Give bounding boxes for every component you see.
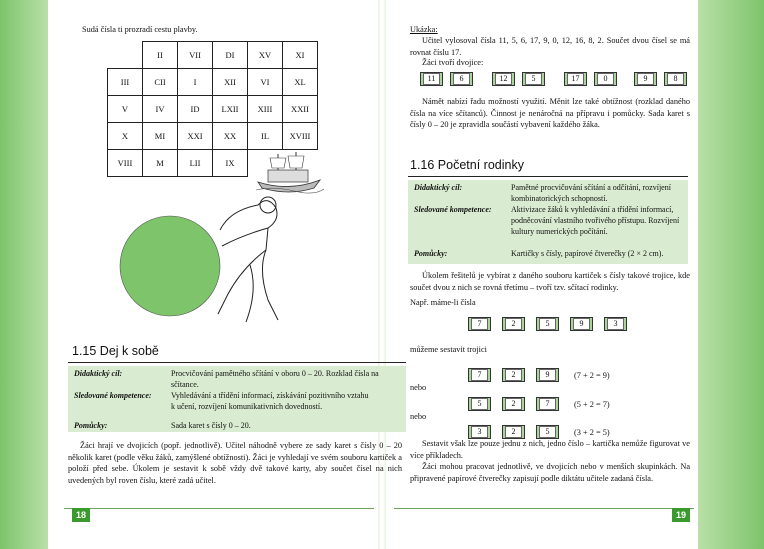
box-value-aids: Sada karet s čísly 0 – 20.	[171, 421, 251, 430]
number-card-value: 7	[471, 369, 488, 381]
number-card-value: 2	[505, 398, 522, 410]
box-label-aids: Pomůcky:	[74, 421, 108, 430]
closing-paragraph-2: Žáci mohou pracovat jednotlivě, ve dvojicích nebo v menších skupinkách. Na připravené papírové čtverečky zapisují podle diktátu učitele zadaná čísla.	[410, 462, 690, 483]
grid-row	[108, 69, 318, 96]
number-card	[492, 72, 515, 86]
grid-cell: X	[108, 123, 143, 150]
grid-cell: XIII	[248, 96, 283, 123]
number-card-value: 9	[573, 318, 590, 330]
number-card	[536, 368, 559, 382]
number-card	[536, 425, 559, 439]
number-card-value: 0	[597, 73, 614, 85]
info-box-1-15	[68, 366, 406, 432]
heading-rule-right	[408, 176, 688, 177]
left-margin-bar	[0, 0, 48, 549]
grid-intro: Sudá čísla ti prozradí cestu plavby.	[82, 25, 198, 34]
task-paragraph: Úkolem řešitelů je vybírat z daného souboru kartiček s čísly takové trojice, kde součet dvou z nich se rovná třetímu – tvoří tzv. sčítací rodinky.	[410, 271, 690, 292]
box-value-goal: Procvičování pamětného sčítání v oboru 0 – 20. Rozklad čísla na sčítance.	[171, 369, 379, 389]
number-card	[502, 368, 525, 382]
triple-formula: (7 + 2 = 9)	[574, 371, 610, 380]
number-card-value: 6	[453, 73, 470, 85]
box-value-competences: Aktivizace žáků k vyhledávání a třídění informací, podněcování vlastního tvořivého přístupu. Rozvíjení kultury numerických počítání.	[511, 205, 680, 236]
triple-formula: (3 + 2 = 5)	[574, 428, 610, 437]
number-card	[522, 72, 545, 86]
number-card	[502, 317, 525, 331]
paragraph-1-15: Žáci hrají ve dvojicích (popř. jednotlivě). Učitel náhodně vybere ze sady karet s čísly 0 – 20 několik karet (podle věku žáků, zamýšlené obtížnosti). Žáci je vyhledají ve svém souboru kartiček a položí před sebe. Úkolem je sestavit k sobě vždy dvě takové karty, aby součet čísel na nich uvedených byl roven číslu, které zadá učitel.	[68, 441, 402, 485]
grid-cell: XXI	[178, 123, 213, 150]
number-card	[502, 397, 525, 411]
number-card-value: 11	[423, 73, 440, 85]
footer-rule-right	[394, 508, 694, 509]
box-value-goal: Pamětné procvičování sčítání a odčítání, rozvíjení kombinatorických schopností.	[511, 183, 671, 203]
grid-cell: XX	[213, 123, 248, 150]
number-card-value: 7	[471, 318, 488, 330]
grid-cell: V	[108, 96, 143, 123]
pairs-intro: Žáci tvoří dvojice:	[422, 58, 484, 67]
grid-cell: VIII	[108, 150, 143, 177]
number-card-value: 2	[505, 369, 522, 381]
grid-cell: XII	[213, 69, 248, 96]
number-card-value: 17	[567, 73, 584, 85]
grid-cell: XI	[283, 42, 318, 69]
box-label-goal: Didaktický cíl:	[414, 183, 463, 192]
number-card-value: 7	[539, 398, 556, 410]
grid-cell: VI	[248, 69, 283, 96]
box-label-competences: Sledované kompetence:	[414, 205, 492, 214]
grid-cell: CII	[143, 69, 178, 96]
grid-row	[108, 42, 318, 69]
number-card-value: 9	[539, 369, 556, 381]
number-card	[564, 72, 587, 86]
box-label-goal: Didaktický cíl:	[74, 369, 123, 378]
grid-cell: III	[108, 69, 143, 96]
number-card	[468, 425, 491, 439]
section-heading-1-16: 1.16 Početní rodinky	[410, 158, 524, 172]
number-card	[536, 317, 559, 331]
page-number-right: 19	[672, 508, 690, 522]
grid-cell: DI	[213, 42, 248, 69]
number-card	[604, 317, 627, 331]
man-pushing-ball-illustration	[118, 190, 298, 335]
number-card-value: 12	[495, 73, 512, 85]
number-card	[468, 368, 491, 382]
grid-cell: MI	[143, 123, 178, 150]
or-text: nebo	[410, 412, 427, 421]
can-make-text: můžeme sestavit trojici	[410, 345, 487, 354]
page-number-left: 18	[72, 508, 90, 522]
number-card-value: 8	[667, 73, 684, 85]
info-box-1-16	[408, 180, 688, 264]
grid-cell: II	[143, 42, 178, 69]
number-card	[468, 317, 491, 331]
grid-cell: IL	[248, 123, 283, 150]
grid-cell: IX	[213, 150, 248, 177]
grid-cell: IV	[143, 96, 178, 123]
closing-paragraph-1: Sestavit však lze pouze jednu z nich, jedno číslo – kartička nemůže figurovat ve více příkladech.	[410, 439, 690, 460]
grid-cell: XL	[283, 69, 318, 96]
grid-cell: XV	[248, 42, 283, 69]
number-card	[450, 72, 473, 86]
number-card	[570, 317, 593, 331]
tip-paragraph: Námět nabízí řadu možností využití. Měnit lze také obtížnost (rozklad daného čísla na více sčítanců). Činnost je nenáročná na přípravu i pomůcky. Sada karet s čísly 0 – 20 je zpravidla součástí vybavení každého žáka.	[410, 97, 690, 130]
number-card	[664, 72, 687, 86]
number-card-value: 2	[505, 426, 522, 438]
right-page	[386, 0, 698, 549]
footer-rule-left	[64, 508, 374, 509]
number-card-value: 9	[637, 73, 654, 85]
right-margin-bar	[698, 0, 764, 549]
number-card	[536, 397, 559, 411]
number-card-value: 5	[539, 426, 556, 438]
number-card-value: 2	[505, 318, 522, 330]
section-heading-1-15: 1.15 Dej k sobě	[72, 344, 159, 358]
number-card	[468, 397, 491, 411]
number-card-value: 5	[539, 318, 556, 330]
ship-illustration	[254, 150, 324, 195]
number-card-value: 3	[471, 426, 488, 438]
box-label-aids: Pomůcky:	[414, 249, 448, 258]
example-title: Ukázka:	[410, 25, 438, 34]
heading-rule	[68, 362, 406, 363]
number-card	[594, 72, 617, 86]
grid-cell: VII	[178, 42, 213, 69]
box-value-aids: Kartičky s čísly, papírové čtverečky (2 × 2 cm).	[511, 249, 664, 258]
grid-cell: LII	[178, 150, 213, 177]
number-card-value: 3	[607, 318, 624, 330]
number-card-value: 5	[525, 73, 542, 85]
box-label-competences: Sledované kompetence:	[74, 391, 152, 400]
example2-text: Např. máme-li čísla	[410, 298, 476, 307]
triple-formula: (5 + 2 = 7)	[574, 400, 610, 409]
box-value-competences: Vyhledávání a třídění informací, získávání pozitivního vztahu k učení, rozvíjení komunikativních dovedností.	[171, 391, 369, 411]
grid-cell: XXII	[283, 96, 318, 123]
left-page	[48, 0, 402, 549]
grid-row	[108, 96, 318, 123]
grid-cell: ID	[178, 96, 213, 123]
grid-cell: M	[143, 150, 178, 177]
example-text: Učitel vylosoval čísla 11, 5, 6, 17, 9, 0, 12, 16, 8, 2. Součet dvou čísel se má rovnat číslu 17.	[410, 36, 690, 57]
number-card-value: 5	[471, 398, 488, 410]
grid-cell: LXII	[213, 96, 248, 123]
number-card	[634, 72, 657, 86]
grid-cell: XVIII	[283, 123, 318, 150]
grid-row	[108, 123, 318, 150]
grid-cell	[108, 42, 143, 69]
number-card	[420, 72, 443, 86]
or-text: nebo	[410, 383, 427, 392]
grid-cell: I	[178, 69, 213, 96]
number-card	[502, 425, 525, 439]
